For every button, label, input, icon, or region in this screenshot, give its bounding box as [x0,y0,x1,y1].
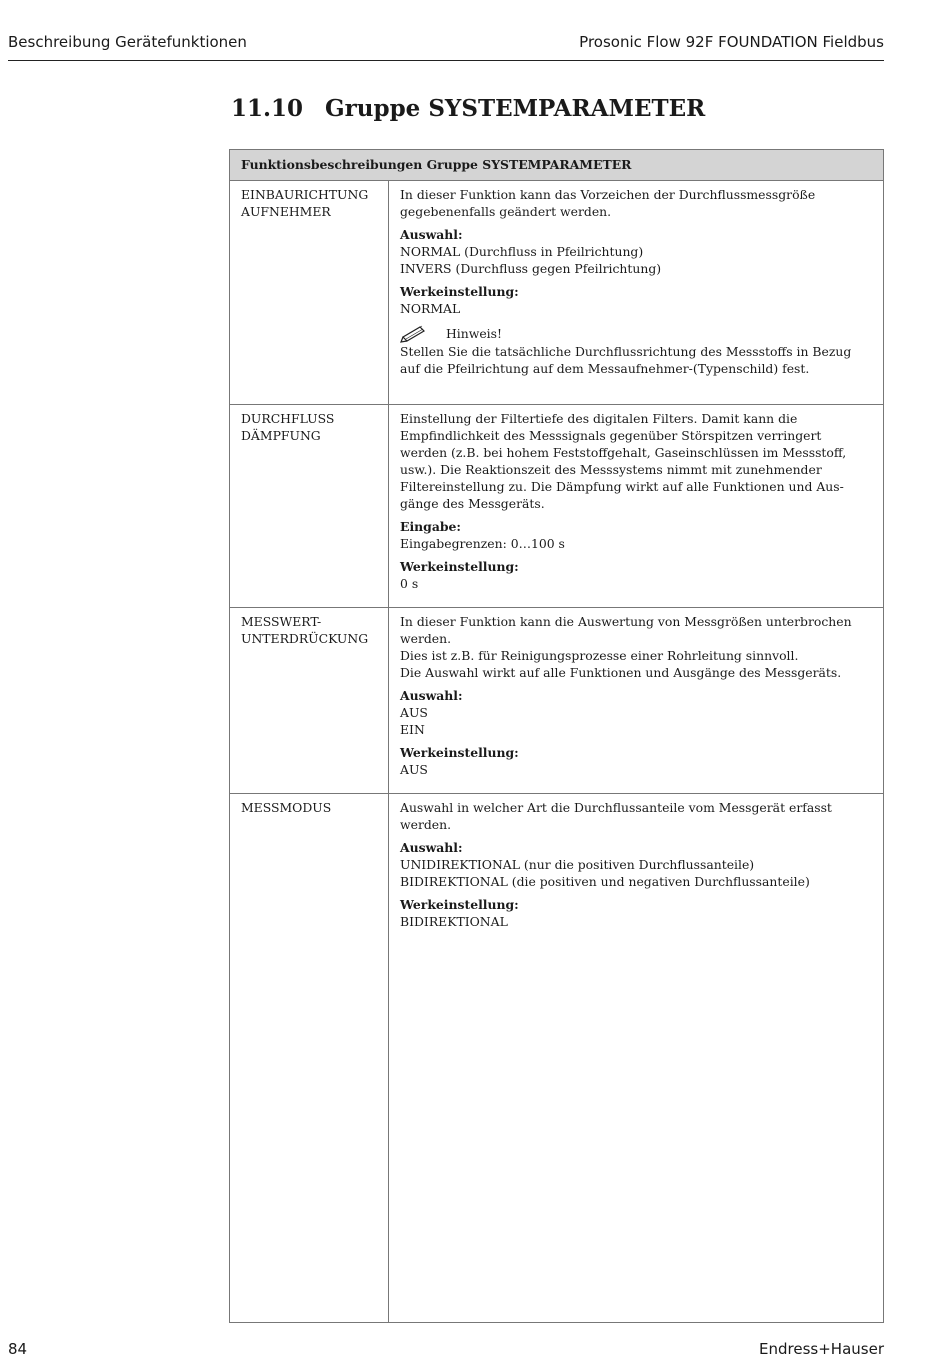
input-range: Eingabegrenzen: 0…100 s [400,536,565,551]
options-values: UNIDIREKTIONAL (nur die positiven Durchflussanteile) BIDIREKTIONAL (die positiven und negativen Durchflussanteile) [400,857,810,889]
table-row [230,794,884,1323]
section-heading [231,95,705,122]
default-value: 0 s [400,576,419,591]
options-values: AUS EIN [400,705,428,737]
brand-name: Endress+Hauser [759,1340,884,1358]
section-number: 11.10 [231,95,304,122]
function-description [389,608,884,794]
default-label: Werkeinstellung: [400,559,519,574]
description-text: In dieser Funktion kann die Auswertung von Messgrößen unterbrochen werden. Dies ist z.B. für Reinigungsprozesse einer Rohrleitung sinnvoll. Die Auswahl wirkt auf alle Funktionen und Ausgänge des Messgeräts. [400,614,852,680]
options-label: Auswahl: [400,688,463,703]
description-text: In dieser Funktion kann das Vorzeichen der Durchflussmessgröße gegebenenfalls geändert werden. [400,187,816,219]
function-name: MESSMODUS [230,794,389,1323]
function-name: EINBAURICHTUNG AUFNEHMER [230,181,389,405]
default-value: NORMAL [400,301,461,316]
section-title: Gruppe SYSTEMPARAMETER [325,95,706,122]
default-value: BIDIREKTIONAL [400,914,508,929]
table-row [230,405,884,608]
page-number: 84 [8,1340,28,1358]
function-table [229,149,884,1323]
running-header-right: Prosonic Flow 92F FOUNDATION Fieldbus [579,33,884,51]
options-label: Auswahl: [400,227,463,242]
default-value: AUS [400,762,428,777]
note-heading [400,323,872,343]
table-row [230,181,884,405]
note-text: Stellen Sie die tatsächliche Durchflussrichtung des Messstoffs in Bezug auf die Pfeilrichtung auf dem Messaufnehmer-(Typenschild) fest. [400,344,852,376]
header-divider [8,60,884,61]
pencil-icon [400,323,432,343]
function-description [389,405,884,608]
function-description [389,181,884,405]
table-header: Funktionsbeschreibungen Gruppe SYSTEMPARAMETER [230,150,884,181]
input-label: Eingabe: [400,519,461,534]
function-name: DURCHFLUSS DÄMPFUNG [230,405,389,608]
options-label: Auswahl: [400,840,463,855]
options-values: NORMAL (Durchfluss in Pfeilrichtung) INVERS (Durchfluss gegen Pfeilrichtung) [400,244,662,276]
function-name: MESSWERT- UNTERDRÜCKUNG [230,608,389,794]
function-description [389,794,884,1323]
default-label: Werkeinstellung: [400,897,519,912]
default-label: Werkeinstellung: [400,745,519,760]
running-header-left: Beschreibung Gerätefunktionen [8,33,247,51]
description-text: Einstellung der Filtertiefe des digitalen Filters. Damit kann die Empfindlichkeit des Messsignals gegenüber Störspitzen verringert werden (z.B. bei hohem Feststoffgehalt, Gaseinschlüssen im Messstoff, usw.). Die Reaktionszeit des Messsystems nimmt mit zunehmender Filtereinstellung zu. Die Dämpfung wirkt auf alle Funktionen und Aus- gänge des Messgeräts. [400,411,847,511]
table-row [230,608,884,794]
default-label: Werkeinstellung: [400,284,519,299]
note-label: Hinweis! [446,325,502,341]
description-text: Auswahl in welcher Art die Durchflussanteile vom Messgerät erfasst werden. [400,800,832,832]
